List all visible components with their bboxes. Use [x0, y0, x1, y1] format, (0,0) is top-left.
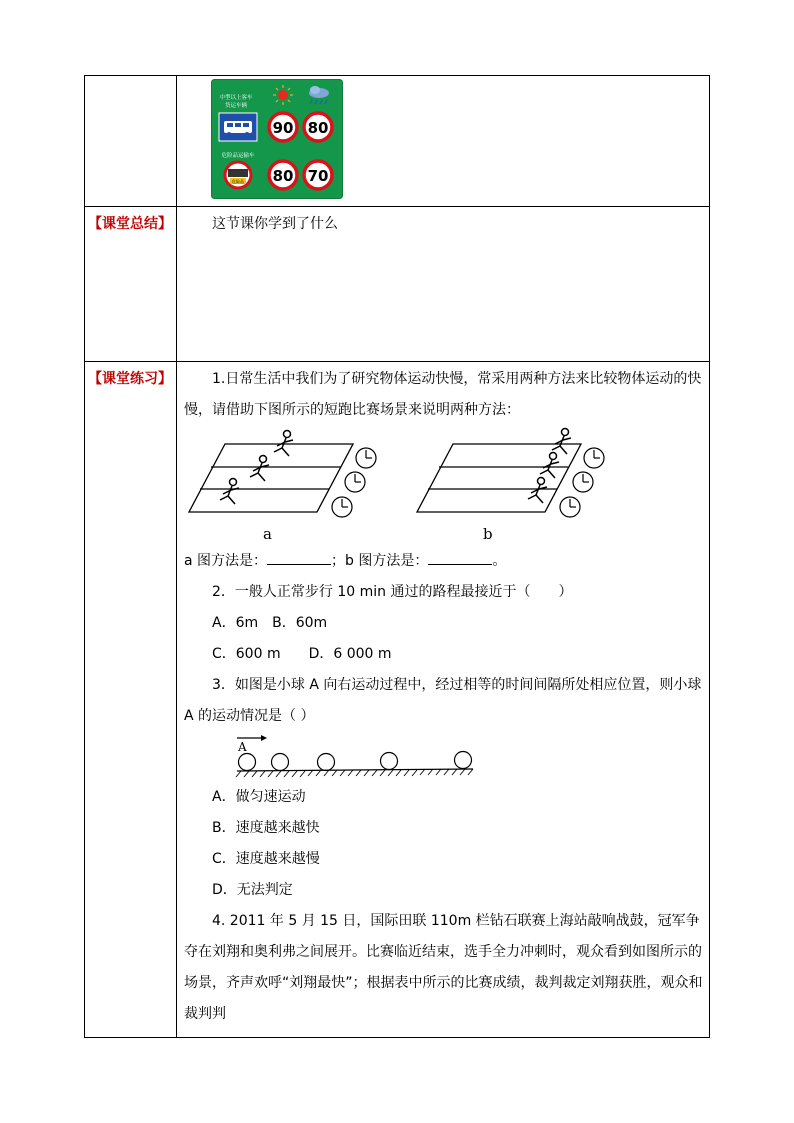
bus-icon [219, 113, 257, 141]
race-figure-a [185, 426, 385, 526]
sun-icon [273, 85, 293, 105]
runner-b3 [528, 478, 547, 504]
question-3-option-a: A．做匀速运动 [212, 789, 306, 805]
answer-b-prefix: ；b 图方法是： [331, 553, 429, 569]
lesson-table [84, 75, 710, 1038]
question-4-text: 4. 2011 年 5 月 15 日，国际田联 110m 栏钻石联赛上海站敲响战鼓，冠军争夺在刘翔和奥利弗之间展开。比赛临近结束，选手全力冲刺时，观众看到如图所示的场景，齐声欢呼“刘翔最快”；根据表中所示的比赛成绩，裁判裁定刘翔获胜，观众和裁判判 [184, 913, 703, 1022]
summary-prompt: 这节课你学到了什么 [212, 216, 338, 232]
question-2-text: 2．一般人正常步行 10 min 通过的路程最接近于（ ） [212, 584, 573, 600]
runner-a2 [250, 456, 269, 482]
answer-a-blank[interactable] [267, 552, 331, 565]
race-figures [177, 426, 709, 546]
runner-a3 [220, 479, 239, 505]
bus-sign-text-2: 货运车辆 [224, 103, 248, 109]
ball-motion-figure [233, 732, 483, 782]
speed-limit-90 [269, 113, 297, 141]
question-1-answer-line [177, 546, 709, 577]
speed-limit-80-top [304, 113, 332, 141]
hazard-vehicle-text: 危险品 [232, 179, 244, 184]
speed-limit-90-value: 90 [272, 119, 294, 137]
sign-row [85, 76, 710, 207]
sign-cell [177, 76, 710, 207]
summary-row [85, 207, 710, 362]
hazard-sign-text: 危险品运输车 [221, 153, 255, 159]
question-3-option-d: D．无法判定 [212, 882, 293, 898]
practice-content-cell [177, 362, 710, 1038]
speed-limit-80-bottom-value: 80 [272, 167, 294, 185]
summary-label: 【课堂总结】 [88, 216, 172, 232]
question-1-text: 1.日常生活中我们为了研究物体运动快慢，常采用两种方法来比较物体运动的快慢，请借助下图所示的短跑比赛场景来说明两种方法： [184, 371, 702, 418]
ground-line [237, 769, 473, 771]
practice-label: 【课堂练习】 [88, 371, 172, 387]
question-3-option-b: B．速度越来越快 [212, 820, 320, 836]
clock-icon [560, 448, 604, 517]
speed-limit-70-value: 70 [307, 167, 329, 185]
speed-limit-70 [304, 161, 332, 189]
question-2-options-2: C．600 m D．6 000 m [212, 646, 392, 662]
question-2-options-1: A．6m B．60m [212, 615, 328, 631]
practice-label-cell [85, 362, 177, 1038]
question-3-option-c: C．速度越来越慢 [212, 851, 320, 867]
question-3-text: 3．如图是小球 A 向右运动过程中，经过相等的时间间隔所处相应位置，则小球 A 的运动情况是（ ） [184, 677, 702, 724]
clock-icon [332, 448, 376, 517]
runner-b1 [552, 429, 571, 455]
summary-content-cell [177, 207, 710, 362]
runner-b2 [540, 453, 559, 479]
answer-end: 。 [492, 553, 507, 569]
speed-limit-80-bottom [269, 161, 297, 189]
ball-a-label: A [238, 740, 247, 754]
race-figure-b [413, 426, 613, 526]
answer-a-prefix: a 图方法是： [184, 553, 268, 569]
ball-positions [239, 752, 472, 771]
practice-row [85, 362, 710, 1038]
runner-a1 [274, 431, 293, 457]
figure-a-label: a [263, 525, 272, 543]
hazard-vehicle-icon [225, 162, 251, 188]
speed-limit-80-top-value: 80 [307, 119, 329, 137]
answer-b-blank[interactable] [428, 552, 492, 565]
summary-label-cell [85, 207, 177, 362]
figure-b-label: b [483, 525, 493, 543]
ball-motion-figure-wrap [177, 732, 709, 782]
bus-sign-text-1: 中型以上客车 [219, 95, 253, 101]
speed-limit-sign [211, 79, 343, 199]
sign-row-label-cell [85, 76, 177, 207]
